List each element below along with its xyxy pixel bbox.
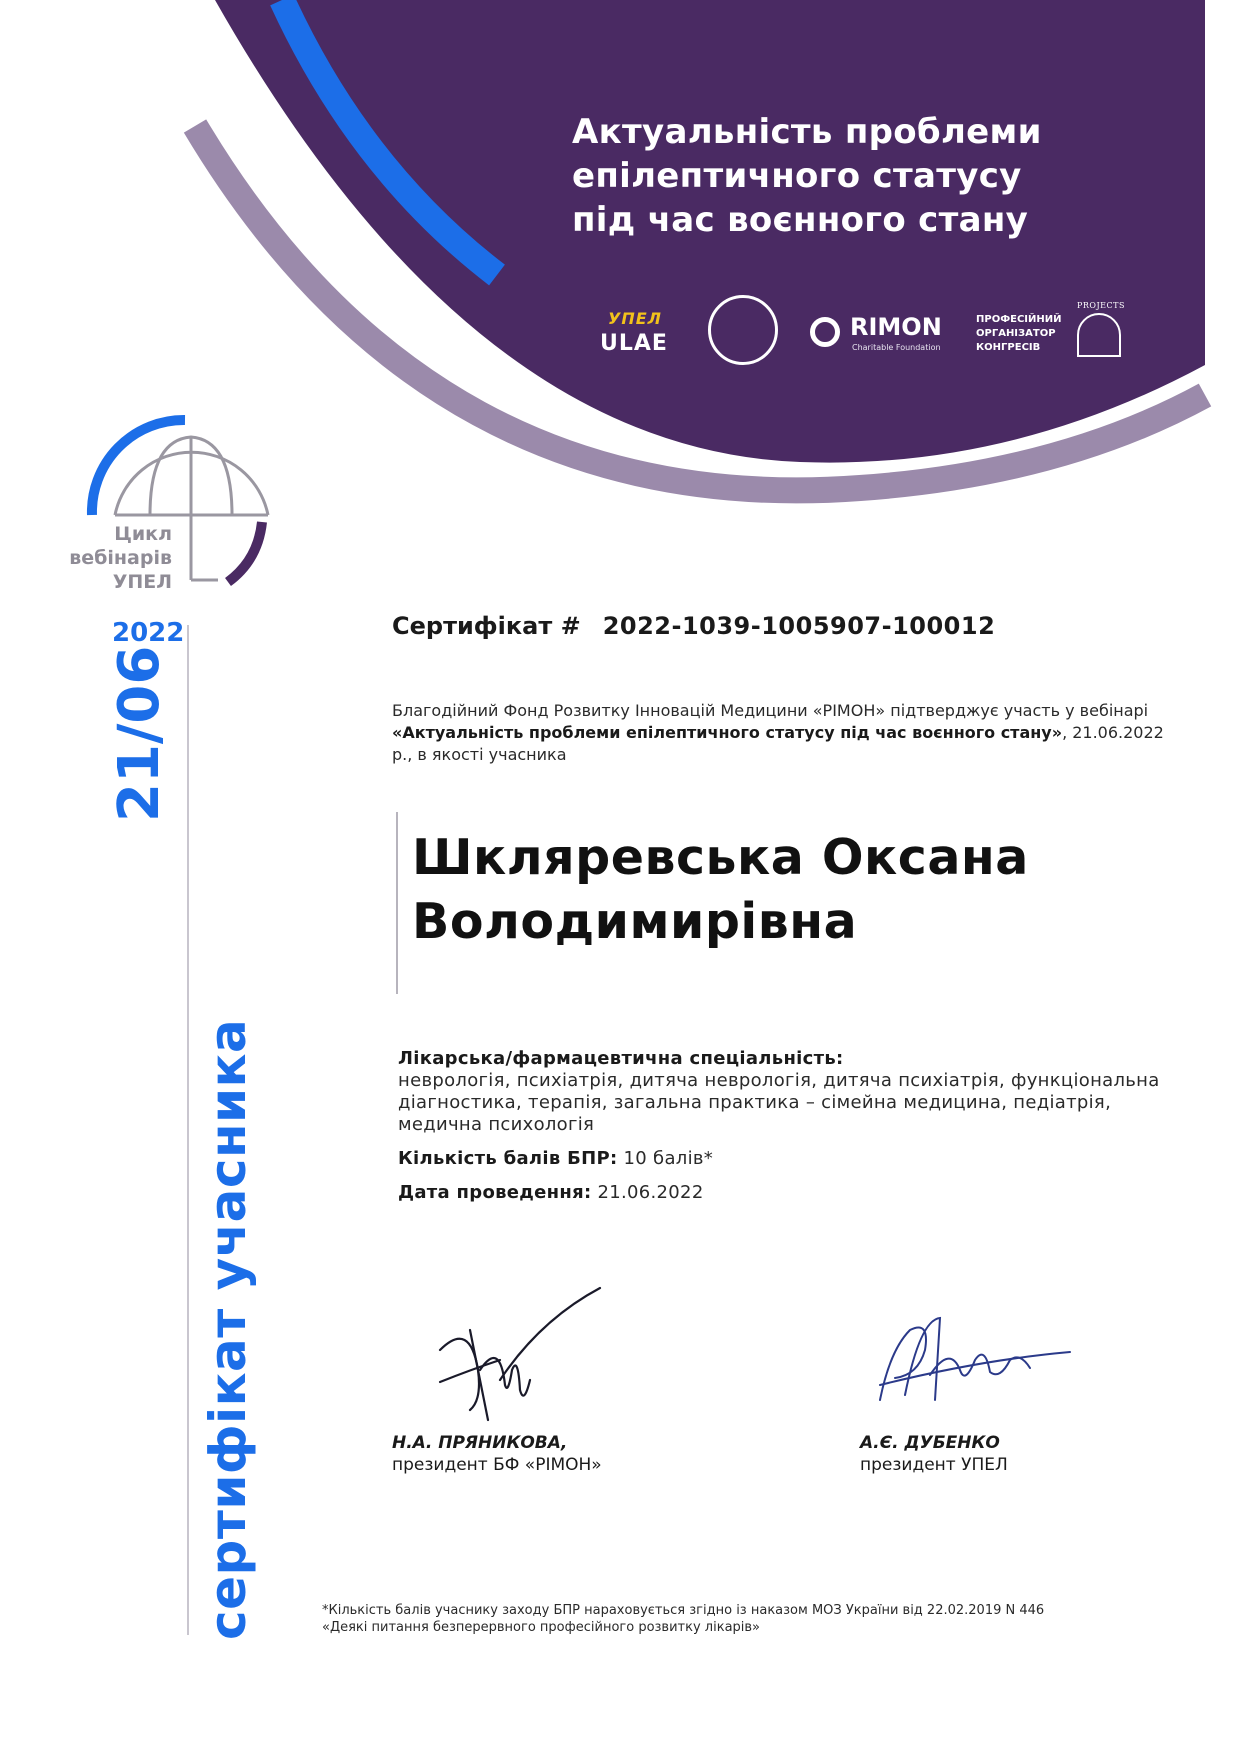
- webinar-title: [572, 110, 1132, 242]
- signer-role: президент УПЕЛ: [860, 1455, 1008, 1475]
- projects-logo-label: PROJECTS: [1077, 301, 1125, 310]
- event-date-vertical: 21/06: [107, 645, 172, 822]
- event-year: 2022: [112, 618, 185, 648]
- organizer-label: [976, 313, 1072, 355]
- organizer-line: КОНГРЕСІВ: [976, 342, 1041, 353]
- intro-text-end: , 21.06.2022 р., в якості учасника: [392, 723, 1164, 764]
- projects-mark-icon: [1077, 313, 1121, 357]
- intro-text: Благодійний Фонд Розвитку Інновацій Медицини «РІМОН» підтверджує участь у вебінарі: [392, 701, 1149, 720]
- date-label: Дата проведення:: [398, 1182, 592, 1203]
- date-value: 21.06.2022: [591, 1182, 704, 1203]
- signer-block: [860, 1432, 1160, 1476]
- rimon-ring-icon: [810, 317, 840, 347]
- certificate-intro: [392, 700, 1172, 766]
- organizer-line: ПРОФЕСІЙНИЙ: [976, 314, 1062, 325]
- cycle-line: УПЕЛ: [112, 571, 172, 593]
- upel-logo: [570, 309, 680, 359]
- participant-name-line: Шкляревська Оксана: [412, 829, 1029, 886]
- signer-role: президент БФ «РІМОН»: [392, 1455, 602, 1475]
- upel-logo-text: УПЕЛ: [608, 309, 662, 328]
- rimon-logo-name: RIMON: [850, 313, 942, 341]
- partner-logos: [570, 295, 1130, 375]
- sidebar-divider: [187, 625, 189, 1635]
- signer-block: [392, 1432, 752, 1476]
- organizer-line: ОРГАНІЗАТОР: [976, 328, 1056, 339]
- cycle-line: вебінарів: [69, 547, 172, 569]
- rimon-logo-subtitle: Charitable Foundation: [852, 343, 941, 352]
- certificate-vertical-title: сертифікат учасника: [199, 1018, 257, 1640]
- participant-name: [412, 826, 1172, 954]
- certificate-number-row: [392, 612, 1192, 640]
- points-label: Кількість балів БПР:: [398, 1148, 618, 1169]
- certificate-number: 2022-1039-1005907-100012: [602, 612, 996, 640]
- specialty-value: неврологія, психіатрія, дитяча неврологія, дитяча психіатрія, функціональна діагностика, терапія, загальна практика – сімейна медицина, педіатрія, медична психологія: [398, 1070, 1160, 1135]
- footnote: [322, 1602, 1182, 1636]
- certificate-number-label: Сертифікат #: [392, 612, 581, 640]
- signature-dubenko: [880, 1318, 1070, 1400]
- certificate-details: [398, 1048, 1178, 1204]
- rimon-logo: [810, 313, 950, 353]
- webinar-title-line: епілептичного статусу: [572, 156, 1022, 196]
- intro-webinar-name: «Актуальність проблеми епілептичного статусу під час воєнного стану»: [392, 723, 1063, 742]
- date-row: [398, 1182, 1178, 1204]
- signer-name: А.Є. ДУБЕНКО: [860, 1433, 1000, 1453]
- university-seal-icon: [708, 295, 778, 365]
- name-accent-bar: [396, 812, 398, 994]
- projects-logo: [1075, 301, 1129, 361]
- signature-pryanykova: [440, 1288, 600, 1420]
- cycle-line: Цикл: [114, 523, 172, 545]
- signer-name: Н.А. ПРЯНИКОВА,: [392, 1433, 568, 1453]
- footnote-line: «Деякі питання безперервного професійного розвитку лікарів»: [322, 1620, 761, 1635]
- webinar-title-line: під час воєнного стану: [572, 200, 1029, 240]
- points-value: 10 балів*: [617, 1148, 714, 1169]
- participant-name-line: Володимирівна: [412, 893, 858, 950]
- ulae-logo-text: ULAE: [600, 331, 668, 356]
- footnote-line: *Кількість балів учаснику заходу БПР нараховується згідно із наказом МОЗ України від 22.02.2019 N 446: [322, 1603, 1045, 1618]
- webinar-title-line: Актуальність проблеми: [572, 112, 1042, 152]
- points-row: [398, 1148, 1178, 1170]
- specialty-label: Лікарська/фармацевтична спеціальність:: [398, 1048, 844, 1069]
